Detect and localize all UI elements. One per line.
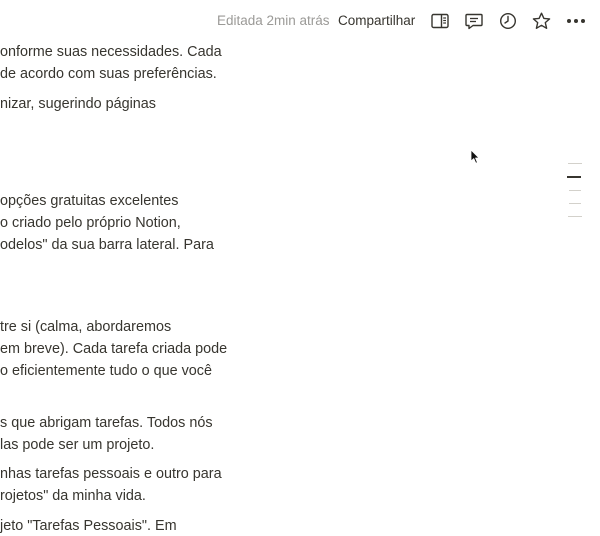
share-button[interactable]: Compartilhar bbox=[338, 13, 416, 28]
paragraph-line: odelos" da sua barra lateral. Para bbox=[0, 237, 214, 253]
paragraph-line: o eficientemente tudo o que você bbox=[0, 363, 213, 379]
toc-marker[interactable] bbox=[569, 190, 581, 191]
toc-marker[interactable] bbox=[568, 216, 582, 217]
paragraph-line: nizar, sugerindo páginas bbox=[0, 96, 157, 112]
paragraph-line: las pode ser um projeto. bbox=[0, 437, 155, 453]
paragraph-line: rojetos" da minha vida. bbox=[0, 488, 146, 504]
paragraph-line: opções gratuitas excelentes bbox=[0, 193, 179, 209]
paragraph-line: s que abrigam tarefas. Todos nós bbox=[0, 415, 213, 431]
paragraph-line: jeto "Tarefas Pessoais". Em bbox=[0, 518, 177, 534]
paragraph-line: nhas tarefas pessoais e outro para bbox=[0, 466, 222, 482]
paragraph-line: o criado pelo próprio Notion, bbox=[0, 215, 181, 231]
paragraph-line: em breve). Cada tarefa criada pode bbox=[0, 341, 228, 357]
paragraph-line: de acordo com suas preferências. bbox=[0, 66, 217, 82]
mouse-cursor-icon bbox=[470, 149, 480, 165]
toc-marker-active[interactable] bbox=[567, 176, 581, 178]
toc-marker[interactable] bbox=[569, 203, 581, 204]
paragraph-line: onforme suas necessidades. Cada bbox=[0, 44, 222, 60]
toc-marker[interactable] bbox=[568, 163, 582, 164]
last-edited-label: Editada 2min atrás bbox=[217, 13, 330, 28]
paragraph-line: tre si (calma, abordaremos bbox=[0, 319, 172, 335]
